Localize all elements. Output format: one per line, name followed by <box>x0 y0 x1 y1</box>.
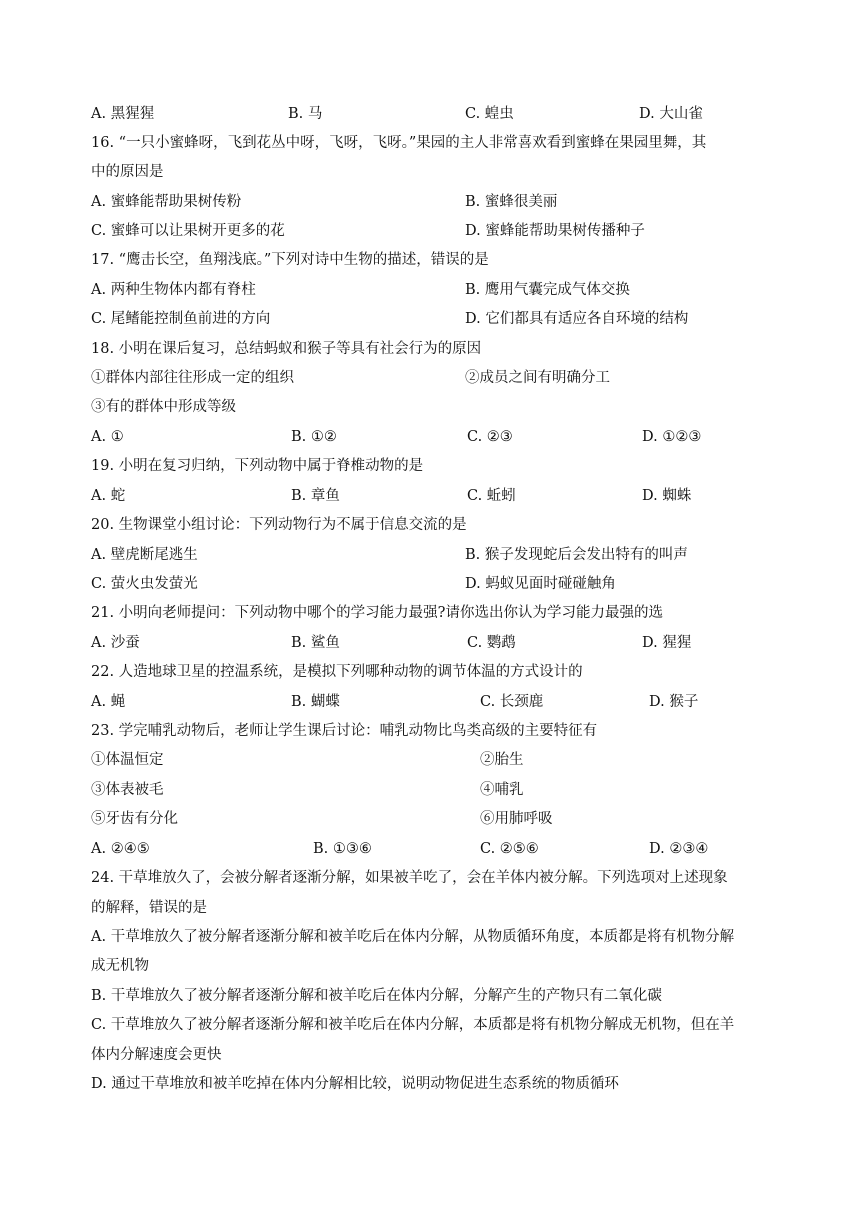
statement-1: ①体温恒定 <box>91 752 164 768</box>
question-21-stem: 21. 小明向老师提问：下列动物中哪个的学习能力最强?请你选出你认为学习能力最强的选 <box>91 605 663 621</box>
question-18-stem: 18. 小明在课后复习，总结蚂蚁和猴子等具有社会行为的原因 <box>91 341 482 357</box>
option-a: A. 两种生物体内都有脊柱 <box>91 282 256 298</box>
question-20-options-row2 <box>91 569 781 599</box>
statement-1: ①群体内部往往形成一定的组织 <box>91 370 294 386</box>
question-24-option-d: D. 通过干草堆放和被羊吃掉在体内分解相比较，说明动物促进生态系统的物质循环 <box>91 1076 619 1092</box>
question-24-option-a-cont: 成无机物 <box>91 958 149 974</box>
option-b: B. 章鱼 <box>291 488 340 504</box>
option-d: D. 蜘蛛 <box>642 488 692 504</box>
option-d: D. 它们都具有适应各自环境的结构 <box>465 311 689 327</box>
option-c: C. 尾鳍能控制鱼前进的方向 <box>91 311 271 327</box>
option-d: D. 猴子 <box>649 694 699 710</box>
question-16-options-row1 <box>91 187 781 217</box>
statement-6: ⑥用肺呼吸 <box>480 811 553 827</box>
option-a: A. 蝇 <box>91 694 126 710</box>
option-a: A. ②④⑤ <box>91 841 150 857</box>
option-d: D. 蚂蚁见面时碰碰触角 <box>465 576 616 592</box>
question-16-stem-cont: 中的原因是 <box>91 164 164 180</box>
question-18-options <box>91 422 781 452</box>
option-c: C. 长颈鹿 <box>480 694 544 710</box>
option-b: B. 蝴蝶 <box>291 694 340 710</box>
question-19-stem: 19. 小明在复习归纳，下列动物中属于脊椎动物的是 <box>91 458 424 474</box>
option-a: A. 蜜蜂能帮助果树传粉 <box>91 194 242 210</box>
question-22-stem: 22. 人造地球卫星的控温系统，是模拟下列哪种动物的调节体温的方式设计的 <box>91 664 583 680</box>
option-a: A. 壁虎断尾逃生 <box>91 547 198 563</box>
question-21-options <box>91 628 781 658</box>
option-b: B. 马 <box>288 106 323 122</box>
option-a: A. 沙蚕 <box>91 635 140 651</box>
statement-2: ②成员之间有明确分工 <box>465 370 610 386</box>
question-18-statements-row1 <box>91 363 781 393</box>
option-c: C. 蚯蚓 <box>467 488 516 504</box>
statement-2: ②胎生 <box>480 752 524 768</box>
question-23-statements-row1 <box>91 745 781 775</box>
option-b: B. 鲨鱼 <box>291 635 340 651</box>
question-23-stem: 23. 学完哺乳动物后，老师让学生课后讨论：哺乳动物比鸟类高级的主要特征有 <box>91 723 598 739</box>
option-d: D. ①②③ <box>642 429 702 445</box>
question-23-options <box>91 834 781 864</box>
question-23-statements-row3 <box>91 804 781 834</box>
question-15-options <box>91 99 781 129</box>
option-b: B. 猴子发现蛇后会发出特有的叫声 <box>465 547 688 563</box>
question-24-option-c: C. 干草堆放久了被分解者逐渐分解和被羊吃后在体内分解，本质都是将有机物分解成无机物，但在羊 <box>91 1017 735 1033</box>
option-c: C. ②⑤⑥ <box>480 841 539 857</box>
option-b: B. ①② <box>291 429 337 445</box>
statement-3: ③体表被毛 <box>91 782 164 798</box>
option-b: B. 鹰用气囊完成气体交换 <box>465 282 630 298</box>
question-20-options-row1 <box>91 540 781 570</box>
option-c: C. ②③ <box>467 429 513 445</box>
option-a: A. ① <box>91 429 124 445</box>
option-c: C. 鹦鹉 <box>467 635 516 651</box>
option-a: A. 黑猩猩 <box>91 106 155 122</box>
statement-5: ⑤牙齿有分化 <box>91 811 178 827</box>
question-17-options-row1 <box>91 275 781 305</box>
question-16-options-row2 <box>91 216 781 246</box>
option-d: D. ②③④ <box>649 841 709 857</box>
question-24-option-a: A. 干草堆放久了被分解者逐渐分解和被羊吃后在体内分解，从物质循环角度，本质都是将有机物分解 <box>91 929 735 945</box>
option-d: D. 蜜蜂能帮助果树传播种子 <box>465 223 645 239</box>
question-17-stem: 17. “鹰击长空，鱼翔浅底。”下列对诗中生物的描述，错误的是 <box>91 252 489 268</box>
option-b: B. 蜜蜂很美丽 <box>465 194 558 210</box>
option-c: C. 蜜蜂可以让果树开更多的花 <box>91 223 285 239</box>
option-b: B. ①③⑥ <box>313 841 372 857</box>
question-24-option-b: B. 干草堆放久了被分解者逐渐分解和被羊吃后在体内分解，分解产生的产物只有二氧化碳 <box>91 988 662 1004</box>
option-d: D. 大山雀 <box>639 106 703 122</box>
question-18-statements-row2 <box>91 392 781 422</box>
option-c: C. 蝗虫 <box>465 106 514 122</box>
question-22-options <box>91 687 781 717</box>
question-24-option-c-cont: 体内分解速度会更快 <box>91 1047 222 1063</box>
question-24-stem: 24. 干草堆放久了，会被分解者逐渐分解，如果被羊吃了，会在羊体内被分解。下列选项对上述现象 <box>91 870 728 886</box>
option-c: C. 萤火虫发萤光 <box>91 576 198 592</box>
question-23-statements-row2 <box>91 775 781 805</box>
question-24-stem-cont: 的解释，错误的是 <box>91 900 207 916</box>
question-16-stem: 16. “一只小蜜蜂呀，飞到花丛中呀，飞呀，飞呀。”果园的主人非常喜欢看到蜜蜂在果园里舞，其 <box>91 135 707 151</box>
question-19-options <box>91 481 781 511</box>
statement-4: ④哺乳 <box>480 782 524 798</box>
question-17-options-row2 <box>91 304 781 334</box>
question-20-stem: 20. 生物课堂小组讨论：下列动物行为不属于信息交流的是 <box>91 517 467 533</box>
option-d: D. 猩猩 <box>642 635 692 651</box>
option-a: A. 蛇 <box>91 488 126 504</box>
statement-3: ③有的群体中形成等级 <box>91 399 236 415</box>
